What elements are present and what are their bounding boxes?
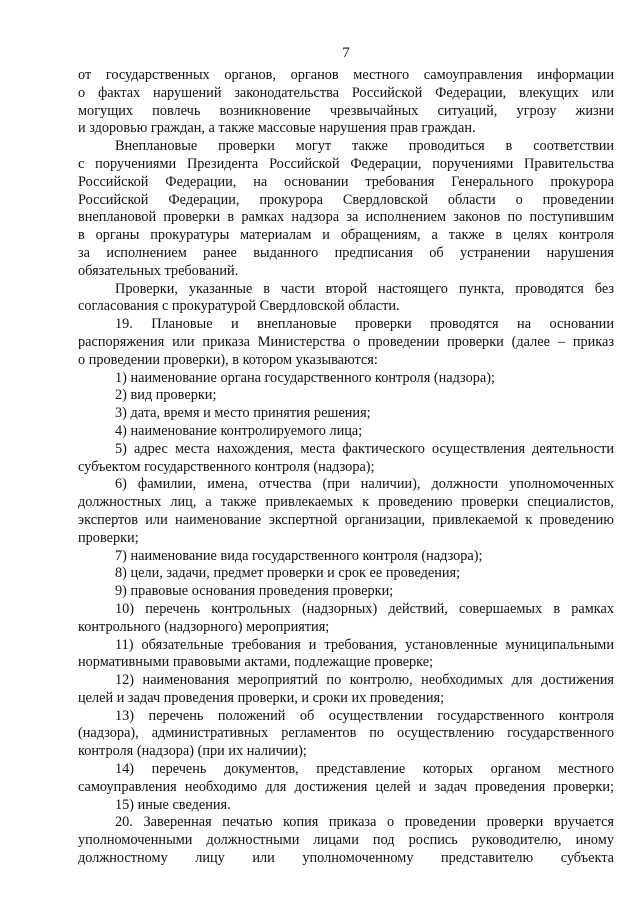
document-body	[78, 67, 614, 868]
text-line: могущих повлечь возникновение чрезвычайных ситуаций, угрозу жизни	[78, 102, 614, 119]
text-line: 15) иные сведения.	[115, 796, 231, 813]
text-line: субъектом государственного контроля (надзора);	[78, 458, 375, 475]
text-line: экспертов или наименование экспертной организации, привлекаемой к проведению	[78, 511, 614, 528]
text-line: контрольного (надзорного) мероприятия;	[78, 618, 330, 635]
text-line: уполномоченными должностными лицами под роспись руководителю, иному	[78, 832, 614, 849]
text-line: 11) обязательные требования и требования, установленные муниципальными	[115, 636, 614, 653]
text-line: 1) наименование органа государственного контроля (надзора);	[115, 369, 495, 386]
text-line: Российской Федерации, прокурора Свердловской области о проведении	[78, 191, 614, 208]
text-line: 13) перечень положений об осуществлении государственного контроля	[115, 707, 614, 724]
text-line: контроля (надзора) (при их наличии);	[78, 743, 307, 760]
text-line: 14) перечень документов, представление которых органом местного	[115, 761, 614, 778]
text-line: 19. Плановые и внеплановые проверки проводятся на основании	[115, 316, 614, 333]
text-line: 20. Заверенная печатью копия приказа о проведении проверки вручается	[115, 814, 614, 831]
text-line: нормативными правовыми актами, подлежащие проверке;	[78, 654, 434, 671]
text-line: и здоровью граждан, а также массовые нарушения прав граждан.	[78, 120, 476, 137]
text-line: Внеплановые проверки могут также проводиться в соответствии	[115, 138, 614, 155]
text-line: самоуправления необходимо для достижения целей и задач проведения проверки;	[78, 778, 614, 795]
text-line: Российской Федерации, на основании требования Генерального прокурора	[78, 173, 614, 190]
text-line: 9) правовые основания проведения проверки;	[115, 583, 394, 600]
text-line: должностных лиц, а также привлекаемых к проведению проверки специалистов,	[78, 494, 614, 511]
text-line: (надзора), административных регламентов по осуществлению государственного	[78, 725, 614, 742]
text-line: должностному лицу или уполномоченному представителю субъекта	[78, 850, 614, 867]
text-line: обязательных требований.	[78, 262, 239, 279]
text-line: 4) наименование контролируемого лица;	[115, 422, 363, 439]
text-line: Проверки, указанные в части второй настоящего пункта, проводятся без	[115, 280, 614, 297]
text-line: целей и задач проведения проверки, и сроки их проведения;	[78, 689, 445, 706]
text-line: с поручениями Президента Российской Федерации, поручениями Правительства	[78, 155, 614, 172]
text-line: согласования с прокуратурой Свердловской области.	[78, 298, 400, 315]
text-line: 2) вид проверки;	[115, 387, 217, 404]
text-line: в органы прокуратуры материалам и обращениям, а также в целях контроля	[78, 227, 614, 244]
text-line: 5) адрес места нахождения, места фактического осуществления деятельности	[115, 440, 614, 457]
text-line: 10) перечень контрольных (надзорных) действий, совершаемых в рамках	[115, 600, 614, 617]
text-line: о проведении проверки), в котором указываются:	[78, 351, 378, 368]
text-line: 7) наименование вида государственного контроля (надзора);	[115, 547, 483, 564]
text-line: за исполнением ранее выданного предписания об устранении нарушения	[78, 244, 614, 261]
text-line: внеплановой проверки в рамках надзора за исполнением законов по поступившим	[78, 209, 614, 226]
text-line: о фактах нарушений законодательства Российской Федерации, влекущих или	[78, 84, 614, 101]
text-line: 6) фамилии, имена, отчества (при наличии), должности уполномоченных	[115, 476, 614, 493]
text-line: от государственных органов, органов местного самоуправления информации	[78, 67, 614, 83]
text-line: распоряжения или приказа Министерства о проведении проверки (далее – приказ	[78, 333, 614, 350]
text-line: проверки;	[78, 529, 139, 546]
text-line: 8) цели, задачи, предмет проверки и срок ее проведения;	[115, 565, 461, 582]
text-line: 3) дата, время и место принятия решения;	[115, 405, 371, 422]
page-number: 7	[342, 45, 350, 61]
text-line: 12) наименования мероприятий по контролю, необходимых для достижения	[115, 672, 614, 689]
